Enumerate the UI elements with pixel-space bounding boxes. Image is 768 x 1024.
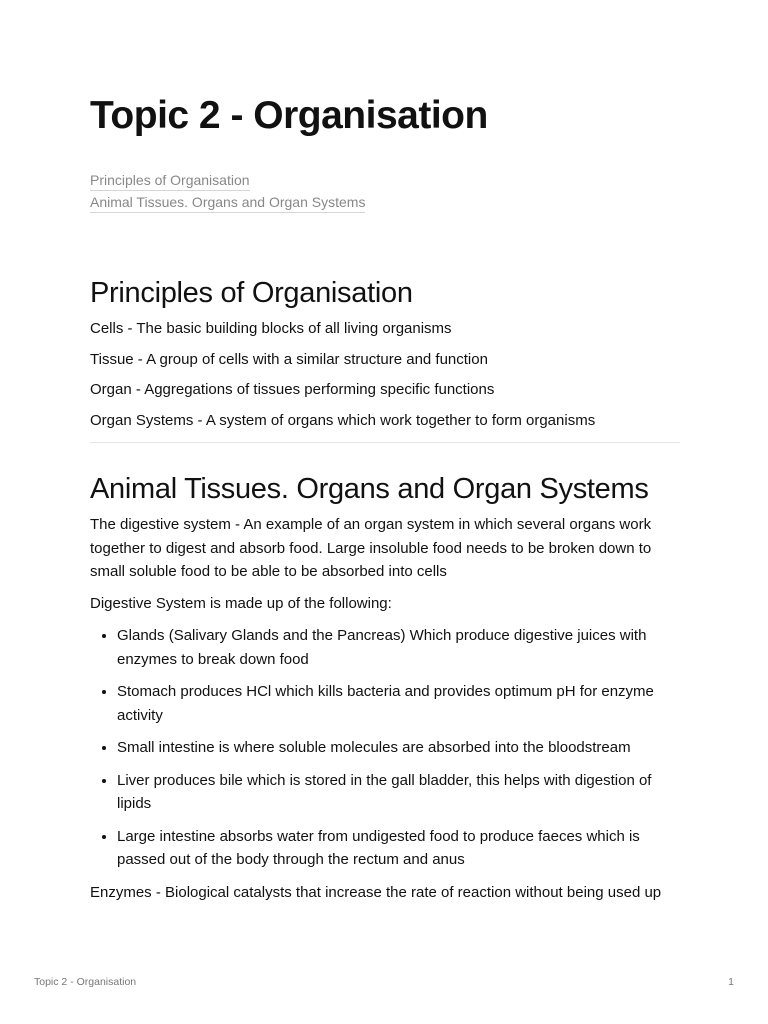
paragraph: Tissue - A group of cells with a similar structure and function [90, 350, 488, 368]
paragraph: Cells - The basic building blocks of all living organisms [90, 320, 452, 337]
list-item: • Liver produces bile which is stored in the gall bladder, this helps with digestion of lipids [117, 769, 680, 816]
section-animal-tissues [90, 471, 680, 904]
document-page [90, 92, 680, 904]
section-heading: Principles of Organisation [90, 277, 413, 309]
paragraph: Enzymes - Biological catalysts that increase the rate of reaction without being used up [90, 883, 662, 901]
paragraph: Organ Systems - A system of organs which work together to form organisms [90, 411, 596, 429]
toc-link-animal-tissues[interactable]: Animal Tissues. Organs and Organ Systems [90, 192, 365, 213]
paragraph: Digestive System is made up of the following: [90, 594, 392, 612]
section-principles [90, 275, 680, 432]
footer-title: Topic 2 - Organisation [34, 976, 137, 988]
paragraph: The digestive system - An example of an organ system in which several organs work together to digest and absorb food. Large insoluble food needs to be broken down to small soluble food to be able to be absorbed into cells [90, 516, 652, 580]
bullet-list [90, 624, 680, 872]
list-item: • Stomach produces HCl which kills bacteria and provides optimum pH for enzyme activity [117, 680, 680, 727]
section-heading: Animal Tissues. Organs and Organ Systems [90, 473, 649, 505]
section-divider [90, 442, 680, 443]
list-item: • Glands (Salivary Glands and the Pancreas) Which produce digestive juices with enzymes to break down food [117, 624, 680, 671]
page-title: Topic 2 - Organisation [90, 94, 488, 137]
list-item: • Large intestine absorbs water from undigested food to produce faeces which is passed out of the body through the rectum and anus [117, 825, 680, 872]
table-of-contents [90, 170, 680, 213]
page-number: 1 [728, 976, 734, 988]
page-footer [34, 976, 734, 988]
toc-link-principles[interactable]: Principles of Organisation [90, 170, 250, 191]
list-item: • Small intestine is where soluble molecules are absorbed into the bloodstream [117, 736, 680, 760]
paragraph: Organ - Aggregations of tissues performing specific functions [90, 381, 495, 398]
